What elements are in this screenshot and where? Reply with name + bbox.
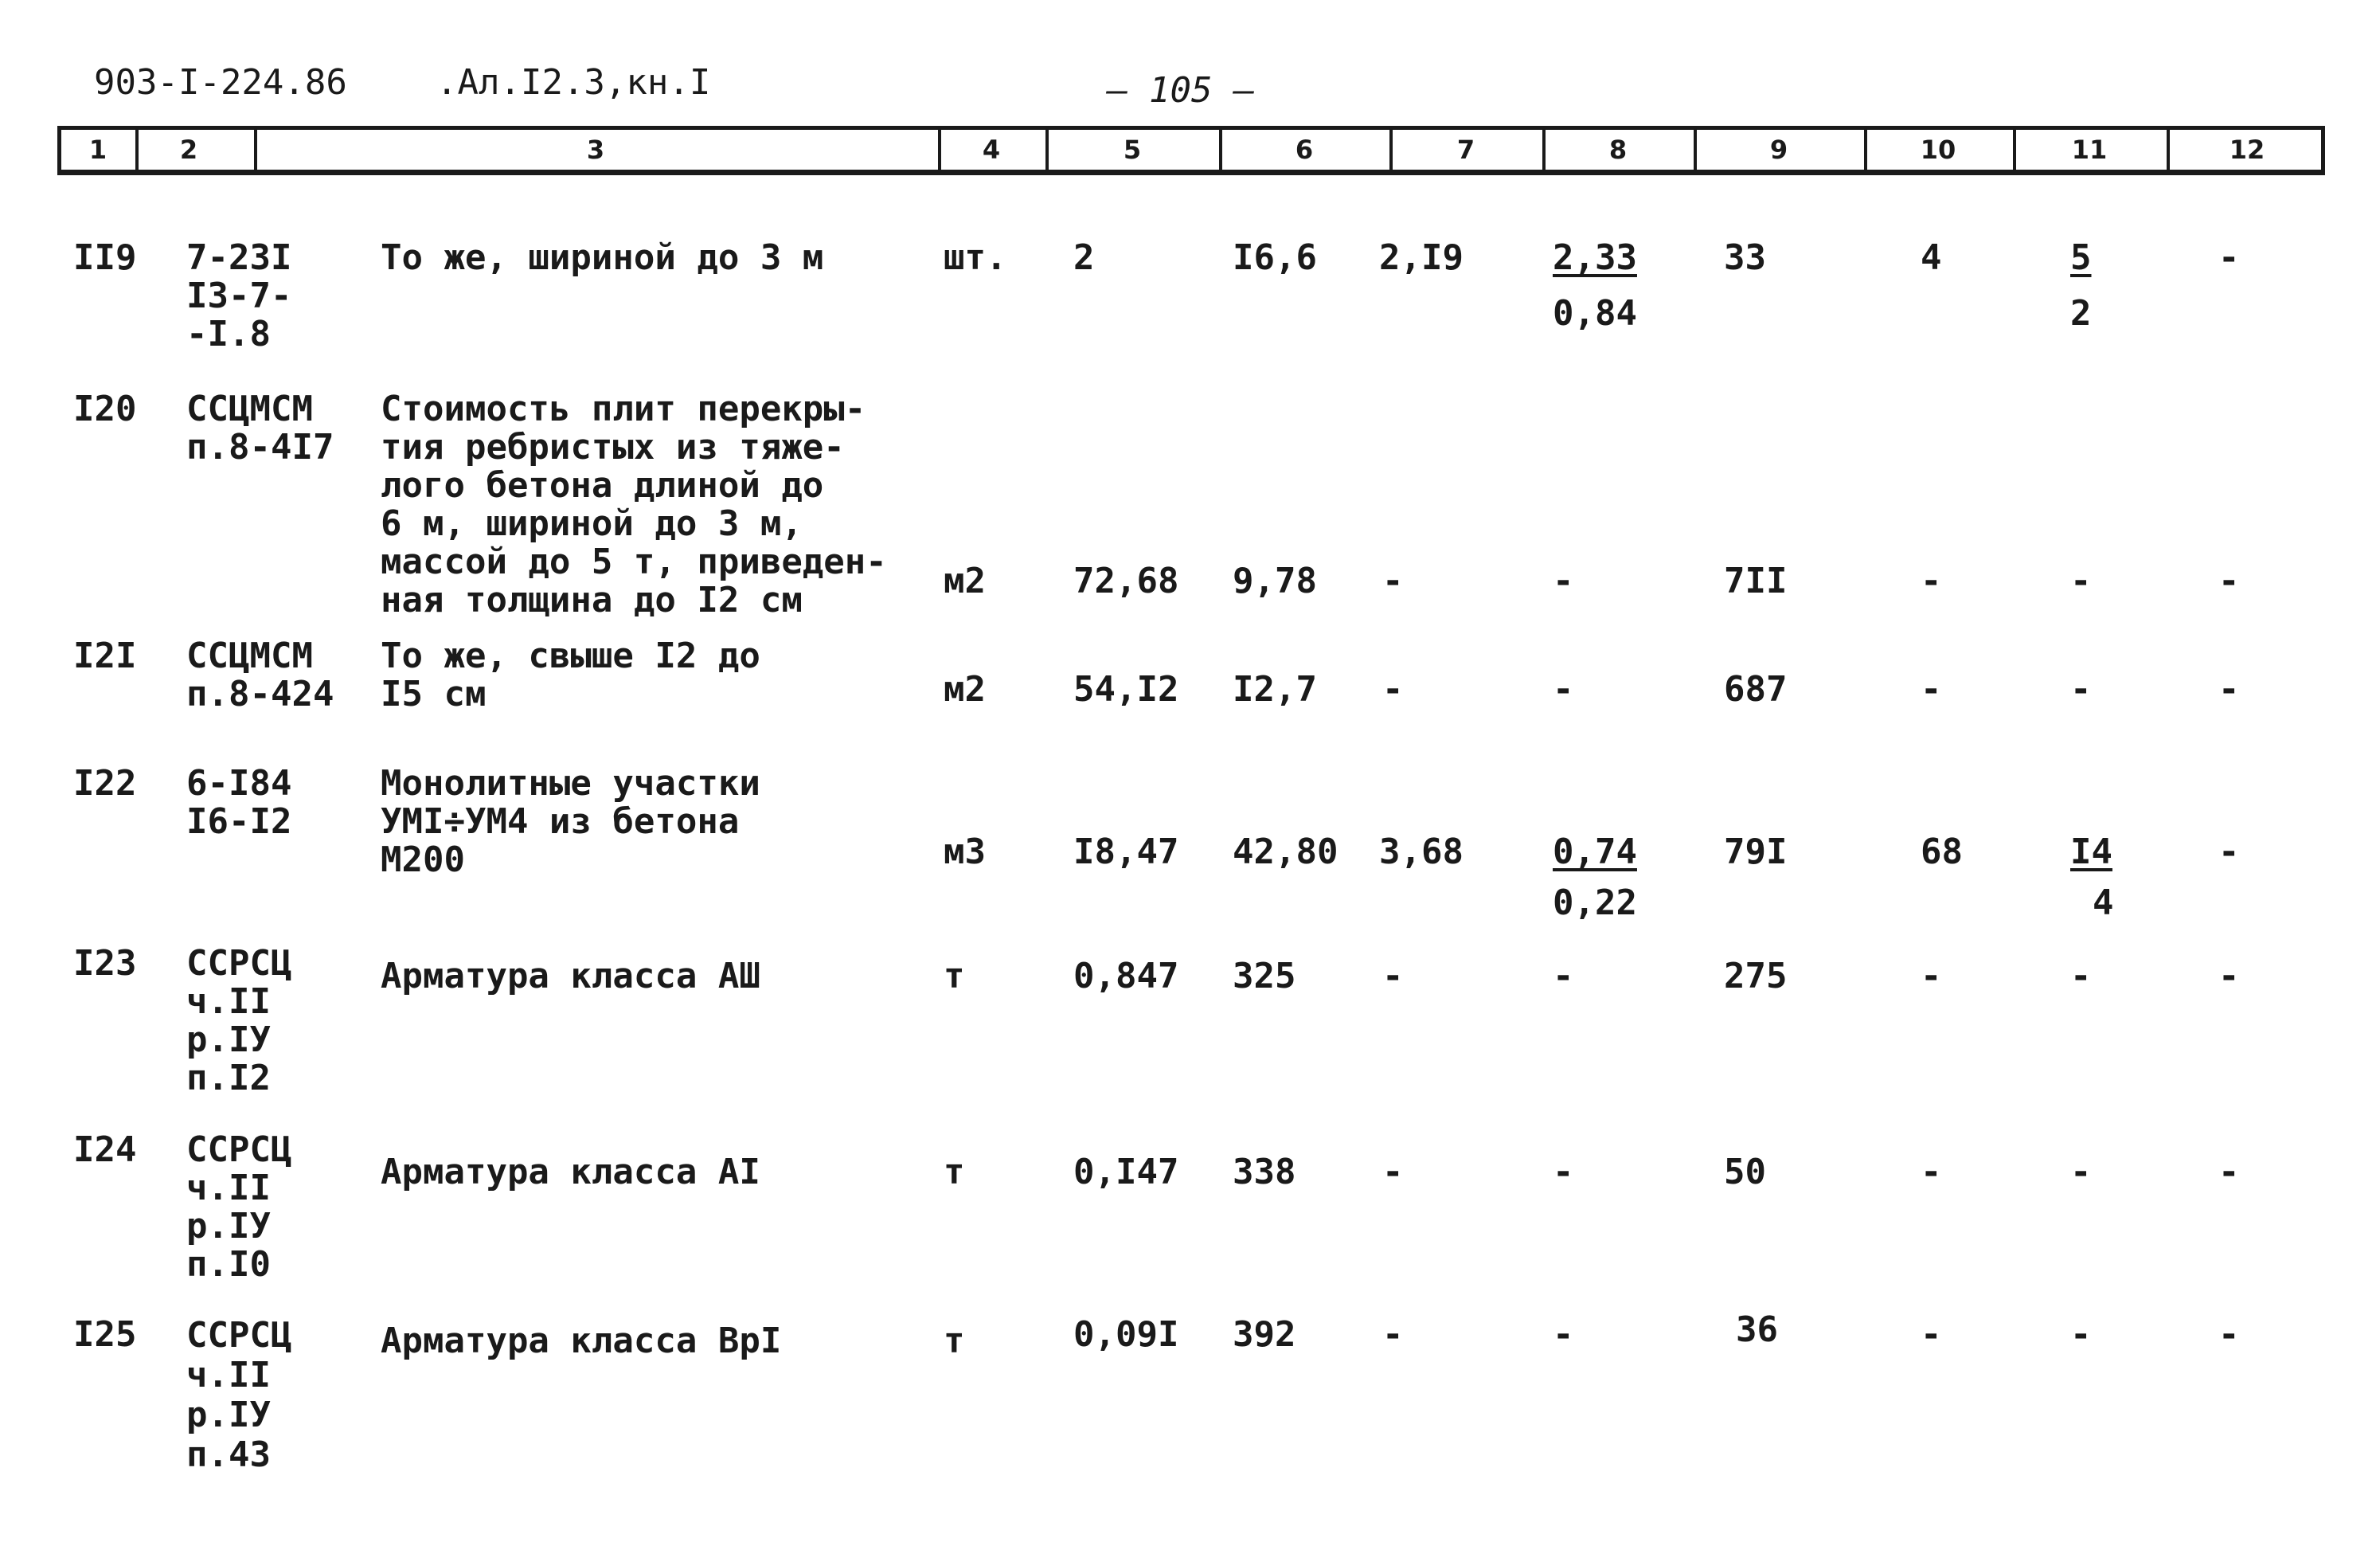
col10-value: - — [1921, 1314, 1942, 1355]
col12-value: - — [2218, 669, 2240, 710]
column-header-2: 2 — [179, 135, 198, 165]
col8-top: - — [1553, 561, 1574, 601]
col8-top: - — [1553, 1152, 1574, 1192]
col9-value: 7II — [1724, 561, 1788, 601]
work-description: Арматура класса АI — [381, 1152, 760, 1192]
col11-top: - — [2070, 956, 2092, 996]
col10-value: 4 — [1921, 237, 1942, 278]
col11-top: 5 — [2070, 237, 2092, 278]
unit-cost: I6,6 — [1233, 237, 1317, 278]
column-header-6: 6 — [1295, 135, 1314, 165]
row-number: I23 — [73, 943, 137, 984]
column-header-1: 1 — [88, 135, 107, 165]
col12-value: - — [2218, 1314, 2240, 1355]
col11-top: I4 — [2070, 832, 2112, 872]
col8-top: - — [1553, 1314, 1574, 1355]
col7-value: - — [1382, 561, 1404, 601]
work-description: Монолитные участки УМI÷УМ4 из бетона М200 — [381, 763, 760, 880]
row-number: I2I — [73, 636, 137, 676]
col8-top: - — [1553, 669, 1574, 710]
unit: м2 — [944, 561, 986, 601]
quantity: I8,47 — [1073, 832, 1179, 872]
unit: т — [944, 956, 965, 996]
work-description: То же, свыше I2 до I5 см — [381, 636, 760, 714]
work-description: Арматура класса ВрI — [381, 1321, 782, 1361]
row-number: I24 — [73, 1129, 137, 1170]
column-header-8: 8 — [1608, 135, 1628, 165]
album-reference: .Ал.I2.3,кн.I — [436, 62, 711, 103]
col11-bottom: 4 — [2093, 883, 2114, 923]
norm-code: 7-23I I3-7- -I.8 — [186, 237, 292, 354]
col7-value: 2,I9 — [1379, 237, 1464, 278]
quantity: 0,09I — [1073, 1314, 1179, 1355]
col7-value: - — [1382, 1152, 1404, 1192]
col12-value: - — [2218, 237, 2240, 278]
unit: м2 — [944, 669, 986, 710]
col10-value: - — [1921, 561, 1942, 601]
document-code: 903-I-224.86 — [94, 62, 347, 103]
unit: т — [944, 1152, 965, 1192]
col11-bottom: 2 — [2070, 293, 2092, 334]
col11-top: - — [2070, 1152, 2092, 1192]
col12-value: - — [2218, 1152, 2240, 1192]
unit: м3 — [944, 832, 986, 872]
column-header-12: 12 — [2229, 135, 2265, 165]
column-header-5: 5 — [1123, 135, 1142, 165]
page-number: — 105 — — [1107, 70, 1255, 111]
row-number: I22 — [73, 763, 137, 804]
norm-code: ССРСЦ ч.II р.IУ п.43 — [186, 1315, 292, 1475]
quantity: 54,I2 — [1073, 669, 1179, 710]
column-header-3: 3 — [586, 135, 605, 165]
row-number: I25 — [73, 1314, 137, 1355]
col7-value: - — [1382, 1314, 1404, 1355]
unit-cost: 42,80 — [1233, 832, 1339, 872]
column-header-4: 4 — [982, 135, 1001, 165]
col8-bottom: 0,84 — [1553, 293, 1637, 334]
column-header-9: 9 — [1769, 135, 1788, 165]
column-header-7: 7 — [1456, 135, 1475, 165]
col7-value: - — [1382, 956, 1404, 996]
quantity: 0,I47 — [1073, 1152, 1179, 1192]
quantity: 72,68 — [1073, 561, 1179, 601]
col7-value: - — [1382, 669, 1404, 710]
col7-value: 3,68 — [1379, 832, 1464, 872]
col10-value: - — [1921, 669, 1942, 710]
work-description: Арматура класса АШ — [381, 956, 760, 996]
col9-value: 79I — [1724, 832, 1788, 872]
unit-cost: 9,78 — [1233, 561, 1317, 601]
work-description: То же, шириной до 3 м — [381, 237, 824, 278]
col10-value: - — [1921, 1152, 1942, 1192]
col12-value: - — [2218, 561, 2240, 601]
unit: т — [944, 1321, 965, 1361]
col8-top: 2,33 — [1553, 237, 1637, 278]
col10-value: 68 — [1921, 832, 1963, 872]
col9-value: 275 — [1724, 956, 1788, 996]
col8-top: 0,74 — [1553, 832, 1637, 872]
norm-code: ССЦМСМ п.8-4I7 — [186, 389, 334, 468]
col9-value: 33 — [1724, 237, 1766, 278]
norm-code: ССРСЦ ч.II р.IУ п.I0 — [186, 1129, 292, 1285]
unit-cost: 325 — [1233, 956, 1296, 996]
col11-top: - — [2070, 561, 2092, 601]
column-header-11: 11 — [2071, 135, 2108, 165]
unit-cost: 392 — [1233, 1314, 1296, 1355]
col8-top: - — [1553, 956, 1574, 996]
col11-top: - — [2070, 1314, 2092, 1355]
norm-code: ССЦМСМ п.8-424 — [186, 636, 334, 714]
row-number: I20 — [73, 389, 137, 429]
col11-top: - — [2070, 669, 2092, 710]
col8-bottom: 0,22 — [1553, 883, 1637, 923]
quantity: 0,847 — [1073, 956, 1179, 996]
norm-code: ССРСЦ ч.II р.IУ п.I2 — [186, 943, 292, 1098]
column-header-strip — [57, 126, 2325, 175]
column-header-10: 10 — [1920, 135, 1956, 165]
quantity: 2 — [1073, 237, 1095, 278]
norm-code: 6-I84 I6-I2 — [186, 763, 292, 842]
unit-cost: I2,7 — [1233, 669, 1317, 710]
col9-value: 50 — [1724, 1152, 1766, 1192]
col10-value: - — [1921, 956, 1942, 996]
col12-value: - — [2218, 956, 2240, 996]
col9-value: 687 — [1724, 669, 1788, 710]
unit-cost: 338 — [1233, 1152, 1296, 1192]
row-number: II9 — [73, 237, 137, 278]
col12-value: - — [2218, 832, 2240, 872]
col9-value: 36 — [1736, 1309, 1778, 1350]
work-description: Стоимость плит перекры- тия ребристых из тяже- лого бетона длиной до 6 м, шириной до 3 м, массой до 5 т, приведен- ная толщина до I2 см — [381, 389, 887, 620]
unit: шт. — [944, 237, 1007, 278]
